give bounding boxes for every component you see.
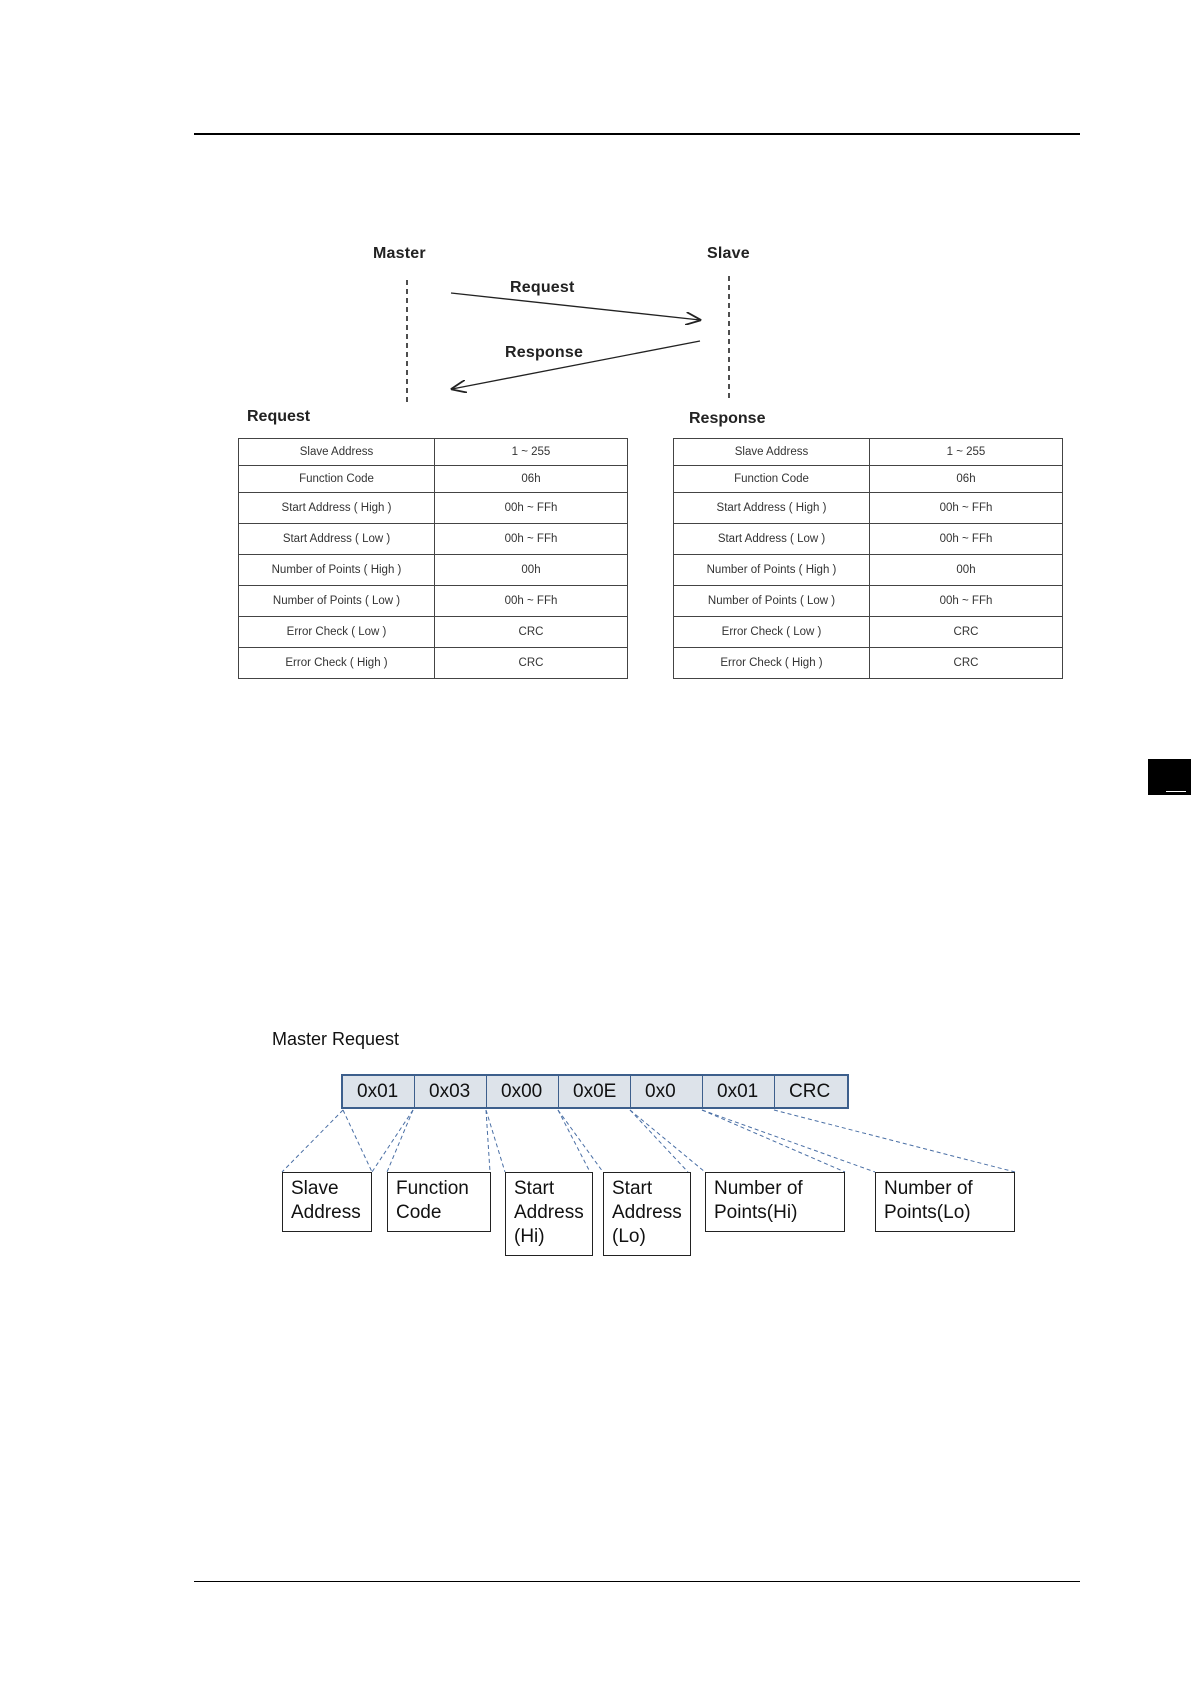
field-cell: Start Address ( Low ): [239, 524, 435, 555]
value-cell: 00h ~ FFh: [435, 524, 628, 555]
field-cell: Slave Address: [674, 439, 870, 466]
field-cell: Start Address ( High ): [239, 493, 435, 524]
value-cell: 00h ~ FFh: [870, 524, 1063, 555]
response-table-title: Response: [689, 410, 766, 427]
request-arrow-label: Request: [510, 279, 575, 296]
value-cell: CRC: [870, 617, 1063, 648]
value-cell: 1 ~ 255: [870, 439, 1063, 466]
field-cell: Number of Points ( High ): [674, 555, 870, 586]
value-cell: 00h ~ FFh: [435, 586, 628, 617]
field-box-start-address-hi: Start Address (Hi): [505, 1172, 593, 1256]
value-cell: CRC: [435, 617, 628, 648]
response-arrow-label: Response: [505, 344, 584, 361]
master-request-title: Master Request: [272, 1029, 400, 1049]
value-cell: 00h ~ FFh: [870, 493, 1063, 524]
field-cell: Start Address ( Low ): [674, 524, 870, 555]
byte-cell: 0x03: [415, 1076, 487, 1107]
byte-cell: 0x0E: [559, 1076, 631, 1107]
field-box-slave-address: Slave Address: [282, 1172, 372, 1232]
field-cell: Error Check ( Low ): [239, 617, 435, 648]
request-table-title: Request: [247, 408, 311, 425]
field-box-number-of-points-hi: Number of Points(Hi): [705, 1172, 845, 1232]
byte-cell: 0x00: [487, 1076, 559, 1107]
value-cell: 06h: [435, 466, 628, 493]
field-box-number-of-points-lo: Number of Points(Lo): [875, 1172, 1015, 1232]
value-cell: 00h: [435, 555, 628, 586]
value-cell: 00h ~ FFh: [435, 493, 628, 524]
field-cell: Number of Points ( Low ): [674, 586, 870, 617]
byte-cell: 0x01: [703, 1076, 775, 1107]
value-cell: CRC: [435, 648, 628, 679]
field-cell: Start Address ( High ): [674, 493, 870, 524]
value-cell: 00h: [870, 555, 1063, 586]
field-cell: Slave Address: [239, 439, 435, 466]
slave-label: Slave: [707, 245, 750, 262]
field-cell: Number of Points ( High ): [239, 555, 435, 586]
field-cell: Number of Points ( Low ): [239, 586, 435, 617]
master-label: Master: [373, 245, 426, 262]
byte-cell: 0x01: [343, 1076, 415, 1107]
field-box-start-address-lo: Start Address (Lo): [603, 1172, 691, 1256]
byte-cell: 0x0: [631, 1076, 703, 1107]
byte-cell: CRC: [789, 1081, 831, 1102]
value-cell: 1 ~ 255: [435, 439, 628, 466]
field-cell: Error Check ( High ): [674, 648, 870, 679]
field-cell: Error Check ( High ): [239, 648, 435, 679]
field-box-function-code: Function Code: [387, 1172, 491, 1232]
field-cell: Function Code: [674, 466, 870, 493]
value-cell: 06h: [870, 466, 1063, 493]
value-cell: 00h ~ FFh: [870, 586, 1063, 617]
value-cell: CRC: [870, 648, 1063, 679]
field-cell: Function Code: [239, 466, 435, 493]
field-cell: Error Check ( Low ): [674, 617, 870, 648]
